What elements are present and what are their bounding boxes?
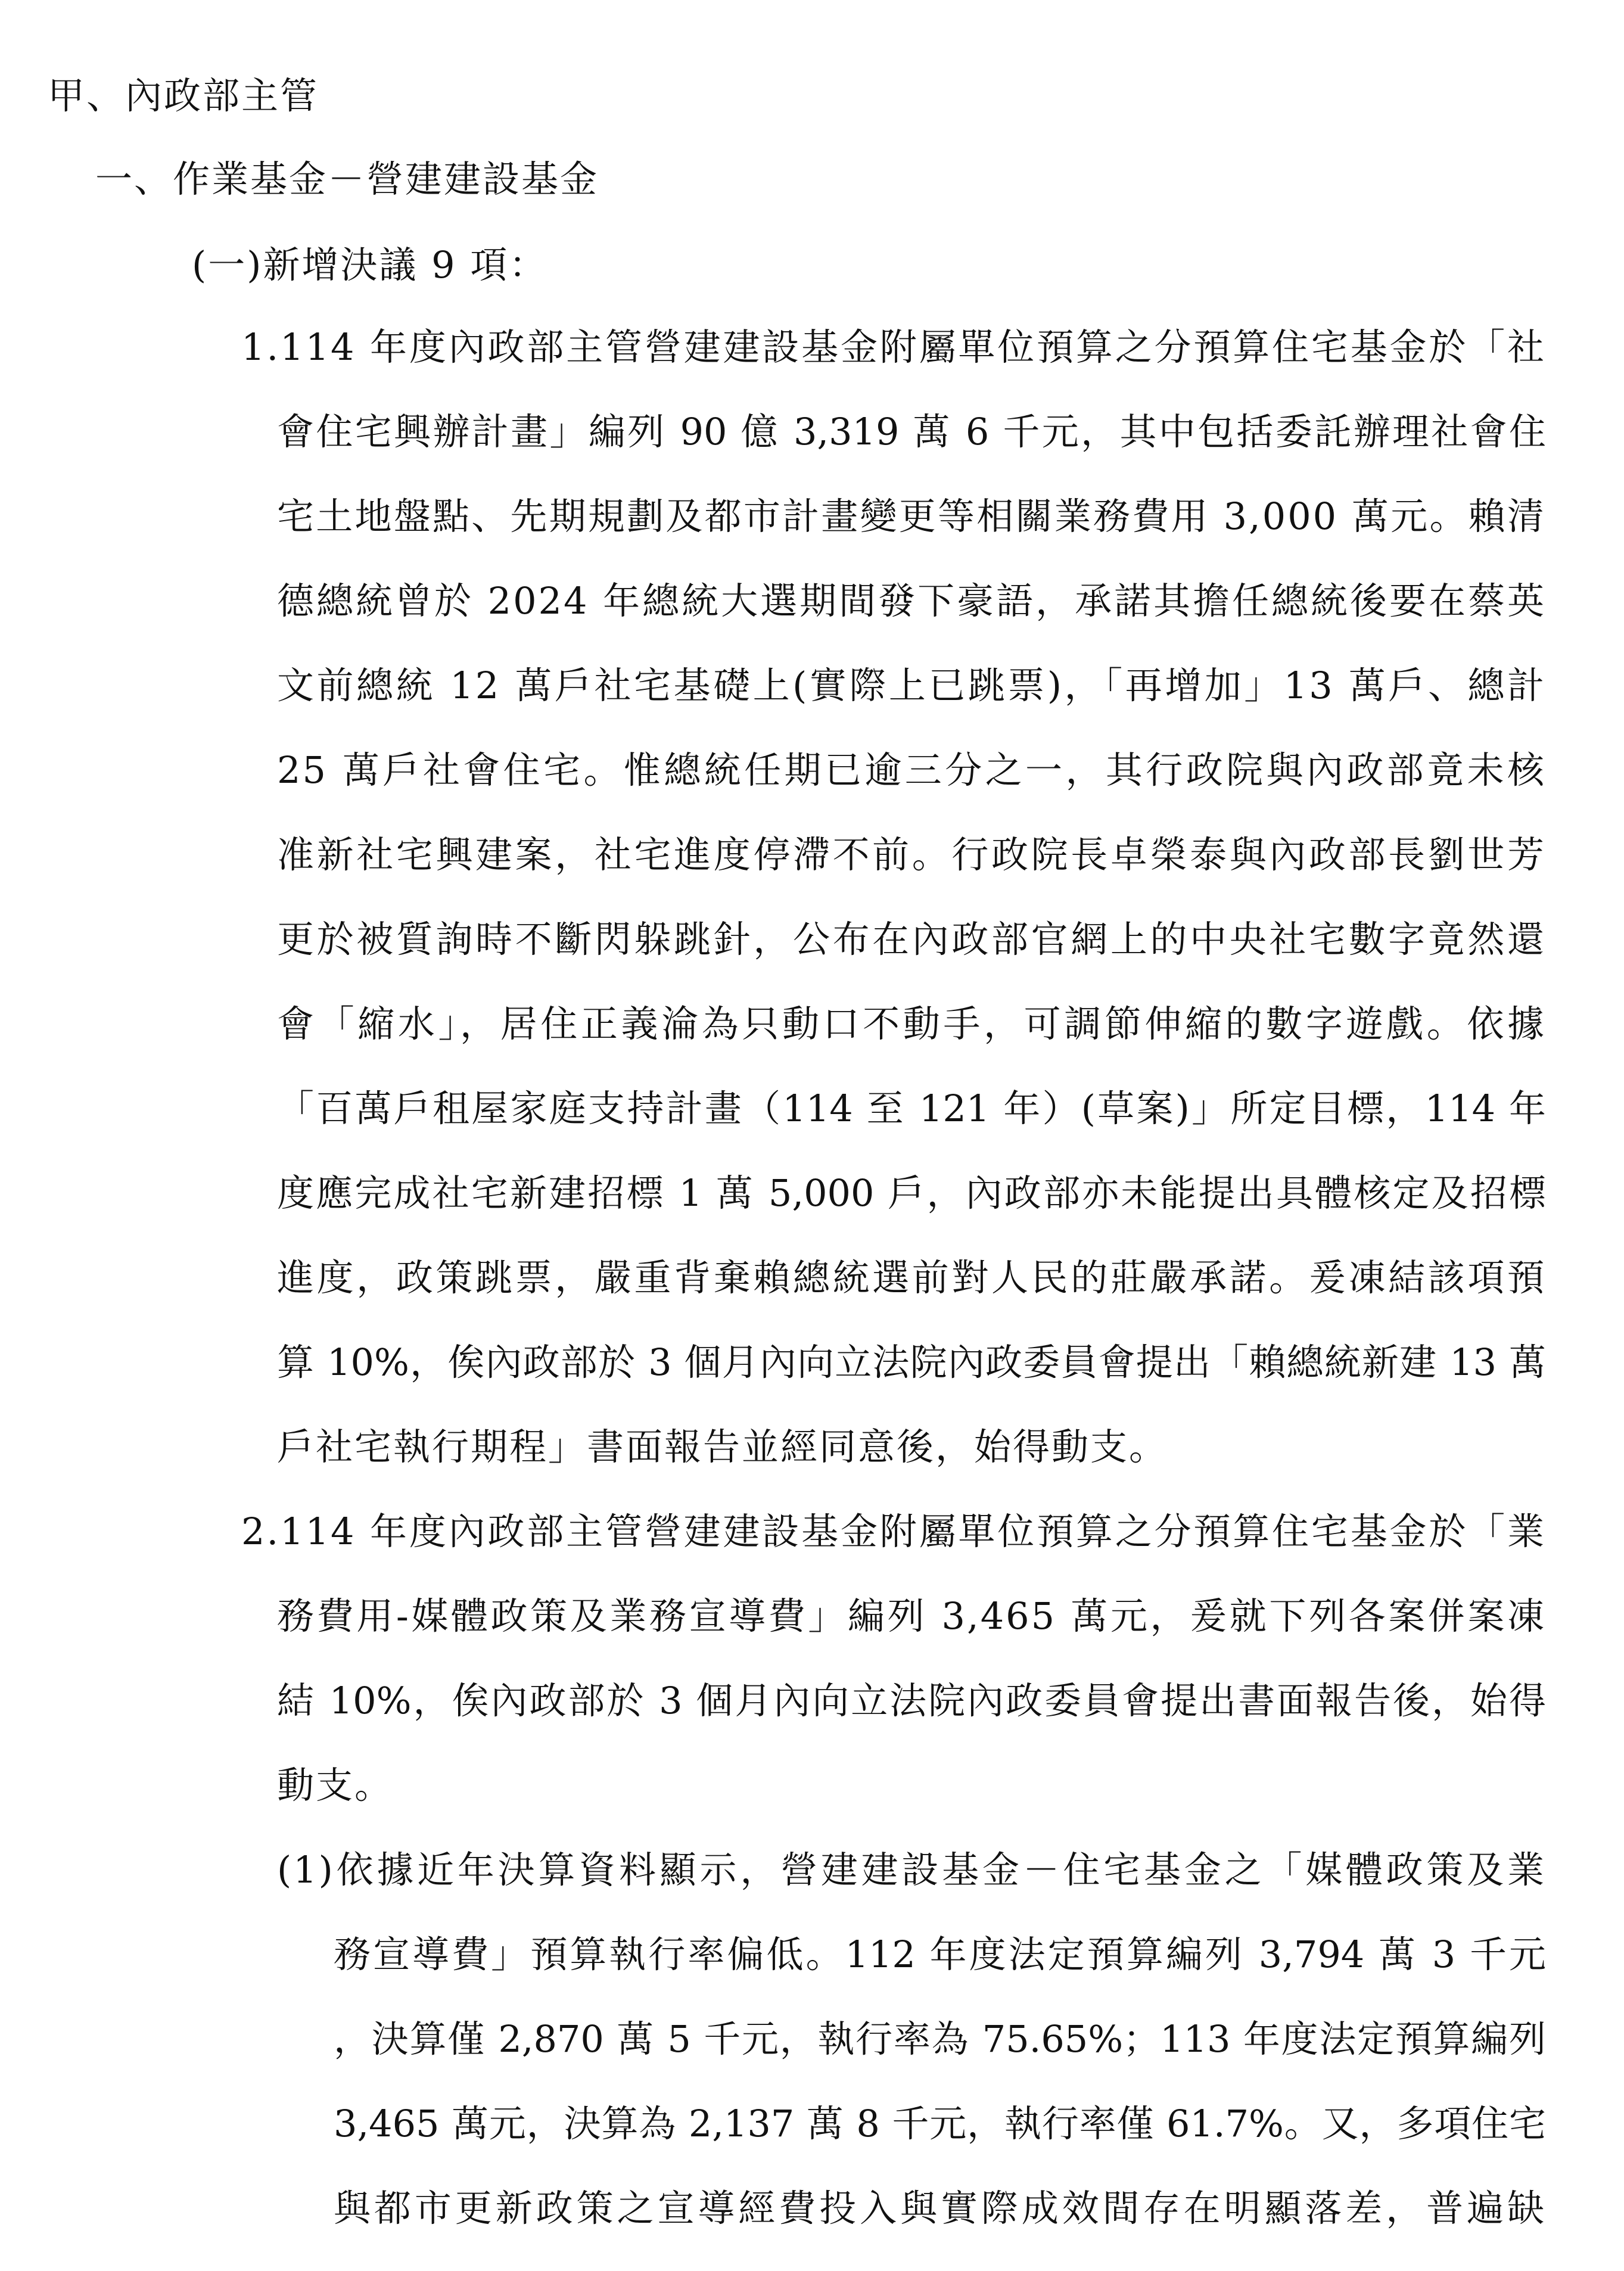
item-1-line: 德總統曾於 2024 年總統大選期間發下豪語，承諾其擔任總統後要在蔡英 xyxy=(277,579,1546,623)
item-1-line: 宅土地盤點、先期規劃及都市計畫變更等相關業務費用 3,000 萬元。賴清 xyxy=(277,494,1546,538)
item-1-line: 算 10%，俟內政部於 3 個月內向立法院內政委員會提出「賴總統新建 13 萬 xyxy=(277,1340,1546,1384)
item-1-line: 戶社宅執行期程」書面報告並經同意後，始得動支。 xyxy=(277,1425,1168,1469)
subitem-1-line: 務宣導費」預算執行率偏低。112 年度法定預算編列 3,794 萬 3 千元 xyxy=(334,1933,1546,1976)
item-1-line: 25 萬戶社會住宅。惟總統任期已逾三分之一，其行政院與內政部竟未核 xyxy=(277,748,1546,792)
subitem-1-line: 與都市更新政策之宣導經費投入與實際成效間存在明顯落差，普遍缺 xyxy=(334,2186,1546,2230)
heading-fund: 一、作業基金－營建建設基金 xyxy=(95,157,599,201)
item-2-line: 結 10%，俟內政部於 3 個月內向立法院內政委員會提出書面報告後，始得 xyxy=(277,1679,1546,1722)
item-1-line: 度應完成社宅新建招標 1 萬 5,000 戶，內政部亦未能提出具體核定及招標 xyxy=(277,1171,1546,1215)
heading-ministry: 甲、內政部主管 xyxy=(48,74,319,117)
item-1-line: 准新社宅興建案，社宅進度停滯不前。行政院長卓榮泰與內政部長劉世芳 xyxy=(277,833,1546,876)
item-2-line: 動支。 xyxy=(277,1763,394,1807)
item-1-line: 會「縮水」，居住正義淪為只動口不動手，可調節伸縮的數字遊戲。依據 xyxy=(277,1002,1546,1046)
item-1-line: 文前總統 12 萬戶社宅基礎上(實際上已跳票)，「再增加」13 萬戶、總計 xyxy=(277,664,1546,707)
item-2-line: 務費用-媒體政策及業務宣導費」編列 3,465 萬元，爰就下列各案併案凍 xyxy=(277,1594,1546,1638)
item-1-line: 1.114 年度內政部主管營建建設基金附屬單位預算之分預算住宅基金於「社 xyxy=(241,325,1546,369)
item-1-line: 「百萬戶租屋家庭支持計畫（114 至 121 年）(草案)」所定目標，114 年 xyxy=(277,1087,1546,1130)
item-1-line: 會住宅興辦計畫」編列 90 億 3,319 萬 6 千元，其中包括委託辦理社會住 xyxy=(277,410,1546,453)
heading-resolutions: (一)新增決議 9 項： xyxy=(192,243,548,287)
item-1-line: 更於被質詢時不斷閃躲跳針，公布在內政部官網上的中央社宅數字竟然還 xyxy=(277,917,1546,961)
subitem-1-line: (1)依據近年決算資料顯示，營建建設基金－住宅基金之「媒體政策及業 xyxy=(277,1848,1546,1892)
subitem-1-line: ，決算僅 2,870 萬 5 千元，執行率為 75.65%；113 年度法定預算編列 xyxy=(334,2017,1546,2061)
item-2-line: 2.114 年度內政部主管營建建設基金附屬單位預算之分預算住宅基金於「業 xyxy=(241,1510,1546,1553)
item-1-line: 進度，政策跳票，嚴重背棄賴總統選前對人民的莊嚴承諾。爰凍結該項預 xyxy=(277,1256,1546,1299)
subitem-1-line: 3,465 萬元，決算為 2,137 萬 8 千元，執行率僅 61.7%。又，多項住宅 xyxy=(334,2102,1546,2145)
